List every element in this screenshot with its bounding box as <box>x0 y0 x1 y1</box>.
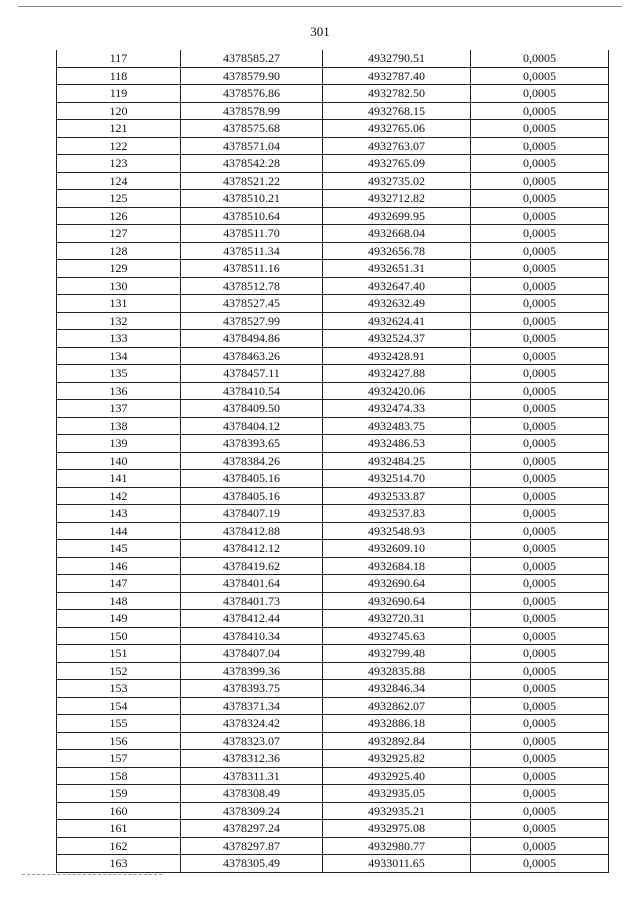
table-row <box>57 522 609 540</box>
tolerance-cell: 0,0005 <box>471 382 609 400</box>
tolerance-cell: 0,0005 <box>471 715 609 733</box>
y-coordinate-cell: 4932765.06 <box>323 120 471 138</box>
y-coordinate-cell: 4932846.34 <box>323 680 471 698</box>
x-coordinate-cell: 4378585.27 <box>181 50 323 67</box>
point-number-cell: 126 <box>57 207 181 225</box>
y-coordinate-cell: 4932790.51 <box>323 50 471 67</box>
tolerance-cell: 0,0005 <box>471 347 609 365</box>
table-row <box>57 190 609 208</box>
tolerance-cell: 0,0005 <box>471 505 609 523</box>
x-coordinate-cell: 4378308.49 <box>181 785 323 803</box>
point-number-cell: 135 <box>57 365 181 383</box>
y-coordinate-cell: 4932925.82 <box>323 750 471 768</box>
x-coordinate-cell: 4378457.11 <box>181 365 323 383</box>
tolerance-cell: 0,0005 <box>471 802 609 820</box>
tolerance-cell: 0,0005 <box>471 137 609 155</box>
point-number-cell: 156 <box>57 732 181 750</box>
y-coordinate-cell: 4932609.10 <box>323 540 471 558</box>
tolerance-cell: 0,0005 <box>471 330 609 348</box>
tolerance-cell: 0,0005 <box>471 50 609 67</box>
table-row <box>57 575 609 593</box>
y-coordinate-cell: 4932474.33 <box>323 400 471 418</box>
tolerance-cell: 0,0005 <box>471 190 609 208</box>
y-coordinate-cell: 4932420.06 <box>323 382 471 400</box>
tolerance-cell: 0,0005 <box>471 750 609 768</box>
y-coordinate-cell: 4932892.84 <box>323 732 471 750</box>
y-coordinate-cell: 4932484.25 <box>323 452 471 470</box>
y-coordinate-cell: 4932886.18 <box>323 715 471 733</box>
y-coordinate-cell: 4932699.95 <box>323 207 471 225</box>
y-coordinate-cell: 4932735.02 <box>323 172 471 190</box>
y-coordinate-cell: 4932768.15 <box>323 102 471 120</box>
table-row <box>57 452 609 470</box>
tolerance-cell: 0,0005 <box>471 627 609 645</box>
tolerance-cell: 0,0005 <box>471 855 609 873</box>
x-coordinate-cell: 4378571.04 <box>181 137 323 155</box>
x-coordinate-cell: 4378511.70 <box>181 225 323 243</box>
y-coordinate-cell: 4932514.70 <box>323 470 471 488</box>
tolerance-cell: 0,0005 <box>471 610 609 628</box>
x-coordinate-cell: 4378510.64 <box>181 207 323 225</box>
table-row <box>57 382 609 400</box>
tolerance-cell: 0,0005 <box>471 820 609 838</box>
table-row <box>57 645 609 663</box>
point-number-cell: 122 <box>57 137 181 155</box>
top-divider <box>18 6 622 7</box>
table-row <box>57 312 609 330</box>
tolerance-cell: 0,0005 <box>471 452 609 470</box>
y-coordinate-cell: 4932647.40 <box>323 277 471 295</box>
y-coordinate-cell: 4932935.05 <box>323 785 471 803</box>
point-number-cell: 127 <box>57 225 181 243</box>
tolerance-cell: 0,0005 <box>471 767 609 785</box>
table-row <box>57 820 609 838</box>
table-row <box>57 487 609 505</box>
y-coordinate-cell: 4932799.48 <box>323 645 471 663</box>
y-coordinate-cell: 4932524.37 <box>323 330 471 348</box>
y-coordinate-cell: 4932935.21 <box>323 802 471 820</box>
point-number-cell: 125 <box>57 190 181 208</box>
y-coordinate-cell: 4932980.77 <box>323 837 471 855</box>
coordinates-table-body <box>57 50 609 872</box>
point-number-cell: 150 <box>57 627 181 645</box>
table-row <box>57 750 609 768</box>
point-number-cell: 159 <box>57 785 181 803</box>
point-number-cell: 140 <box>57 452 181 470</box>
tolerance-cell: 0,0005 <box>471 365 609 383</box>
tolerance-cell: 0,0005 <box>471 837 609 855</box>
tolerance-cell: 0,0005 <box>471 67 609 85</box>
table-row <box>57 417 609 435</box>
tolerance-cell: 0,0005 <box>471 487 609 505</box>
table-row <box>57 137 609 155</box>
tolerance-cell: 0,0005 <box>471 242 609 260</box>
point-number-cell: 146 <box>57 557 181 575</box>
x-coordinate-cell: 4378404.12 <box>181 417 323 435</box>
point-number-cell: 119 <box>57 85 181 103</box>
table-row <box>57 557 609 575</box>
tolerance-cell: 0,0005 <box>471 102 609 120</box>
y-coordinate-cell: 4932428.91 <box>323 347 471 365</box>
x-coordinate-cell: 4378409.50 <box>181 400 323 418</box>
point-number-cell: 123 <box>57 155 181 173</box>
x-coordinate-cell: 4378542.28 <box>181 155 323 173</box>
tolerance-cell: 0,0005 <box>471 295 609 313</box>
x-coordinate-cell: 4378579.90 <box>181 67 323 85</box>
table-row <box>57 347 609 365</box>
point-number-cell: 118 <box>57 67 181 85</box>
tolerance-cell: 0,0005 <box>471 557 609 575</box>
tolerance-cell: 0,0005 <box>471 260 609 278</box>
point-number-cell: 134 <box>57 347 181 365</box>
x-coordinate-cell: 4378527.45 <box>181 295 323 313</box>
table-row <box>57 120 609 138</box>
tolerance-cell: 0,0005 <box>471 417 609 435</box>
x-coordinate-cell: 4378576.86 <box>181 85 323 103</box>
point-number-cell: 120 <box>57 102 181 120</box>
table-row <box>57 767 609 785</box>
x-coordinate-cell: 4378510.21 <box>181 190 323 208</box>
y-coordinate-cell: 4932765.09 <box>323 155 471 173</box>
tolerance-cell: 0,0005 <box>471 592 609 610</box>
table-row <box>57 155 609 173</box>
tolerance-cell: 0,0005 <box>471 540 609 558</box>
y-coordinate-cell: 4932486.53 <box>323 435 471 453</box>
x-coordinate-cell: 4378399.36 <box>181 662 323 680</box>
tolerance-cell: 0,0005 <box>471 470 609 488</box>
table-row <box>57 225 609 243</box>
y-coordinate-cell: 4932624.41 <box>323 312 471 330</box>
y-coordinate-cell: 4932427.88 <box>323 365 471 383</box>
table-row <box>57 627 609 645</box>
point-number-cell: 129 <box>57 260 181 278</box>
point-number-cell: 128 <box>57 242 181 260</box>
table-row <box>57 697 609 715</box>
point-number-cell: 153 <box>57 680 181 698</box>
x-coordinate-cell: 4378412.88 <box>181 522 323 540</box>
x-coordinate-cell: 4378312.36 <box>181 750 323 768</box>
x-coordinate-cell: 4378371.34 <box>181 697 323 715</box>
table-row <box>57 802 609 820</box>
point-number-cell: 137 <box>57 400 181 418</box>
y-coordinate-cell: 4932690.64 <box>323 592 471 610</box>
y-coordinate-cell: 4933011.65 <box>323 855 471 873</box>
y-coordinate-cell: 4932763.07 <box>323 137 471 155</box>
x-coordinate-cell: 4378410.54 <box>181 382 323 400</box>
point-number-cell: 117 <box>57 50 181 67</box>
point-number-cell: 141 <box>57 470 181 488</box>
tolerance-cell: 0,0005 <box>471 732 609 750</box>
point-number-cell: 154 <box>57 697 181 715</box>
point-number-cell: 131 <box>57 295 181 313</box>
x-coordinate-cell: 4378323.07 <box>181 732 323 750</box>
x-coordinate-cell: 4378401.73 <box>181 592 323 610</box>
y-coordinate-cell: 4932835.88 <box>323 662 471 680</box>
x-coordinate-cell: 4378578.99 <box>181 102 323 120</box>
x-coordinate-cell: 4378494.86 <box>181 330 323 348</box>
point-number-cell: 138 <box>57 417 181 435</box>
table-row <box>57 172 609 190</box>
y-coordinate-cell: 4932925.40 <box>323 767 471 785</box>
x-coordinate-cell: 4378412.12 <box>181 540 323 558</box>
x-coordinate-cell: 4378419.62 <box>181 557 323 575</box>
table-row <box>57 470 609 488</box>
x-coordinate-cell: 4378463.26 <box>181 347 323 365</box>
point-number-cell: 144 <box>57 522 181 540</box>
point-number-cell: 136 <box>57 382 181 400</box>
table-row <box>57 505 609 523</box>
y-coordinate-cell: 4932782.50 <box>323 85 471 103</box>
table-row <box>57 330 609 348</box>
table-row <box>57 610 609 628</box>
y-coordinate-cell: 4932745.63 <box>323 627 471 645</box>
table-row <box>57 715 609 733</box>
x-coordinate-cell: 4378324.42 <box>181 715 323 733</box>
x-coordinate-cell: 4378384.26 <box>181 452 323 470</box>
x-coordinate-cell: 4378511.34 <box>181 242 323 260</box>
point-number-cell: 142 <box>57 487 181 505</box>
y-coordinate-cell: 4932651.31 <box>323 260 471 278</box>
y-coordinate-cell: 4932632.49 <box>323 295 471 313</box>
x-coordinate-cell: 4378297.24 <box>181 820 323 838</box>
point-number-cell: 162 <box>57 837 181 855</box>
tolerance-cell: 0,0005 <box>471 277 609 295</box>
y-coordinate-cell: 4932975.08 <box>323 820 471 838</box>
tolerance-cell: 0,0005 <box>471 85 609 103</box>
tolerance-cell: 0,0005 <box>471 120 609 138</box>
tolerance-cell: 0,0005 <box>471 312 609 330</box>
table-row <box>57 50 609 67</box>
y-coordinate-cell: 4932483.75 <box>323 417 471 435</box>
y-coordinate-cell: 4932537.83 <box>323 505 471 523</box>
x-coordinate-cell: 4378393.65 <box>181 435 323 453</box>
x-coordinate-cell: 4378305.49 <box>181 855 323 873</box>
tolerance-cell: 0,0005 <box>471 575 609 593</box>
point-number-cell: 145 <box>57 540 181 558</box>
tolerance-cell: 0,0005 <box>471 662 609 680</box>
table-row <box>57 855 609 873</box>
x-coordinate-cell: 4378407.04 <box>181 645 323 663</box>
tolerance-cell: 0,0005 <box>471 155 609 173</box>
x-coordinate-cell: 4378401.64 <box>181 575 323 593</box>
tolerance-cell: 0,0005 <box>471 225 609 243</box>
coordinates-table <box>56 50 609 873</box>
tolerance-cell: 0,0005 <box>471 522 609 540</box>
tolerance-cell: 0,0005 <box>471 645 609 663</box>
point-number-cell: 124 <box>57 172 181 190</box>
tolerance-cell: 0,0005 <box>471 400 609 418</box>
table-row <box>57 540 609 558</box>
x-coordinate-cell: 4378527.99 <box>181 312 323 330</box>
table-row <box>57 277 609 295</box>
x-coordinate-cell: 4378410.34 <box>181 627 323 645</box>
table-row <box>57 242 609 260</box>
x-coordinate-cell: 4378311.31 <box>181 767 323 785</box>
x-coordinate-cell: 4378575.68 <box>181 120 323 138</box>
point-number-cell: 147 <box>57 575 181 593</box>
y-coordinate-cell: 4932712.82 <box>323 190 471 208</box>
y-coordinate-cell: 4932668.04 <box>323 225 471 243</box>
x-coordinate-cell: 4378309.24 <box>181 802 323 820</box>
point-number-cell: 163 <box>57 855 181 873</box>
y-coordinate-cell: 4932533.87 <box>323 487 471 505</box>
x-coordinate-cell: 4378405.16 <box>181 487 323 505</box>
point-number-cell: 148 <box>57 592 181 610</box>
tolerance-cell: 0,0005 <box>471 435 609 453</box>
page-number: 301 <box>310 24 330 39</box>
x-coordinate-cell: 4378521.22 <box>181 172 323 190</box>
tolerance-cell: 0,0005 <box>471 207 609 225</box>
y-coordinate-cell: 4932720.31 <box>323 610 471 628</box>
table-row <box>57 837 609 855</box>
x-coordinate-cell: 4378297.87 <box>181 837 323 855</box>
point-number-cell: 132 <box>57 312 181 330</box>
table-row <box>57 260 609 278</box>
table-row <box>57 67 609 85</box>
y-coordinate-cell: 4932684.18 <box>323 557 471 575</box>
x-coordinate-cell: 4378405.16 <box>181 470 323 488</box>
tolerance-cell: 0,0005 <box>471 172 609 190</box>
y-coordinate-cell: 4932548.93 <box>323 522 471 540</box>
x-coordinate-cell: 4378412.44 <box>181 610 323 628</box>
table-row <box>57 295 609 313</box>
point-number-cell: 121 <box>57 120 181 138</box>
tolerance-cell: 0,0005 <box>471 680 609 698</box>
footnote-divider <box>22 874 162 875</box>
table-row <box>57 102 609 120</box>
table-row <box>57 207 609 225</box>
point-number-cell: 149 <box>57 610 181 628</box>
point-number-cell: 155 <box>57 715 181 733</box>
point-number-cell: 160 <box>57 802 181 820</box>
table-row <box>57 680 609 698</box>
point-number-cell: 152 <box>57 662 181 680</box>
x-coordinate-cell: 4378511.16 <box>181 260 323 278</box>
y-coordinate-cell: 4932656.78 <box>323 242 471 260</box>
table-row <box>57 365 609 383</box>
point-number-cell: 151 <box>57 645 181 663</box>
table-row <box>57 662 609 680</box>
tolerance-cell: 0,0005 <box>471 785 609 803</box>
x-coordinate-cell: 4378393.75 <box>181 680 323 698</box>
y-coordinate-cell: 4932787.40 <box>323 67 471 85</box>
y-coordinate-cell: 4932690.64 <box>323 575 471 593</box>
table-row <box>57 435 609 453</box>
table-row <box>57 400 609 418</box>
point-number-cell: 133 <box>57 330 181 348</box>
point-number-cell: 161 <box>57 820 181 838</box>
point-number-cell: 143 <box>57 505 181 523</box>
point-number-cell: 139 <box>57 435 181 453</box>
table-row <box>57 592 609 610</box>
table-row <box>57 785 609 803</box>
x-coordinate-cell: 4378512.78 <box>181 277 323 295</box>
point-number-cell: 158 <box>57 767 181 785</box>
table-row <box>57 85 609 103</box>
x-coordinate-cell: 4378407.19 <box>181 505 323 523</box>
point-number-cell: 157 <box>57 750 181 768</box>
point-number-cell: 130 <box>57 277 181 295</box>
tolerance-cell: 0,0005 <box>471 697 609 715</box>
y-coordinate-cell: 4932862.07 <box>323 697 471 715</box>
table-row <box>57 732 609 750</box>
